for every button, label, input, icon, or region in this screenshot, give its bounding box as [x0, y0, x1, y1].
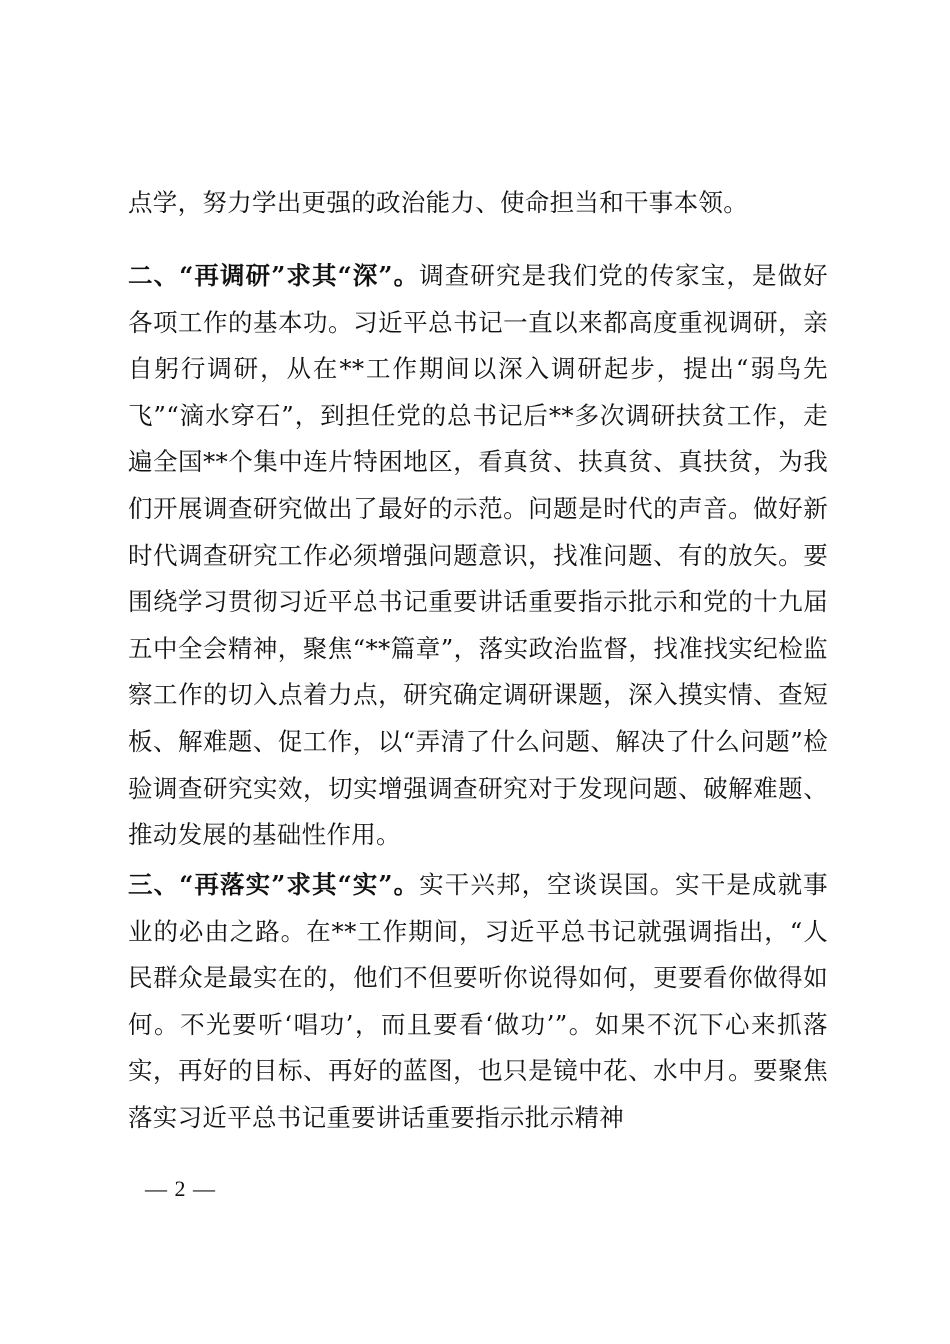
section-heading: 二、“再调研”求其“深”。 [128, 261, 420, 290]
paragraph-body: 点学，努力学出更强的政治能力、使命担当和干事本领。 [128, 188, 748, 217]
paragraph-section-three [128, 862, 828, 1142]
paragraph-continuation [128, 180, 828, 227]
section-heading: 三、“再落实”求其“实”。 [128, 870, 420, 899]
paragraph-body: 调查研究是我们党的传家宝，是做好各项工作的基本功。习近平总书记一直以来都高度重视调研，亲自躬行调研，从在**工作期间以深入调研起步，提出“弱鸟先飞”“滴水穿石”，到担任党的总书记后**多次调研扶贫工作，走遍全国**个集中连片特困地区，看真贫、扶真贫、真扶贫，为我们开展调查研究做出了最好的示范。问题是时代的声音。做好新时代调查研究工作必须增强问题意识，找准问题、有的放矢。要围绕学习贯彻习近平总书记重要讲话重要指示批示和党的十九届五中全会精神，聚焦“**篇章”，落实政治监督，找准找实纪检监察工作的切入点着力点，研究确定调研课题，深入摸实情、查短板、解难题、促工作，以“弄清了什么问题、解决了什么问题”检验调查研究实效，切实增强调查研究对于发现问题、破解难题、推动发展的基础性作用。 [128, 261, 828, 850]
paragraph-body: 实干兴邦，空谈误国。实干是成就事业的必由之路。在**工作期间，习近平总书记就强调指出，“人民群众是最实在的，他们不但要听你说得如何，更要看你做得如何。不光要听‘唱功’，而且要看‘做功’”。如果不沉下心来抓落实，再好的目标、再好的蓝图，也只是镜中花、水中月。要聚焦落实习近平总书记重要讲话重要指示批示精神 [128, 870, 828, 1132]
page-number: — 2 — [145, 1176, 216, 1201]
paragraph-section-two [128, 253, 828, 859]
